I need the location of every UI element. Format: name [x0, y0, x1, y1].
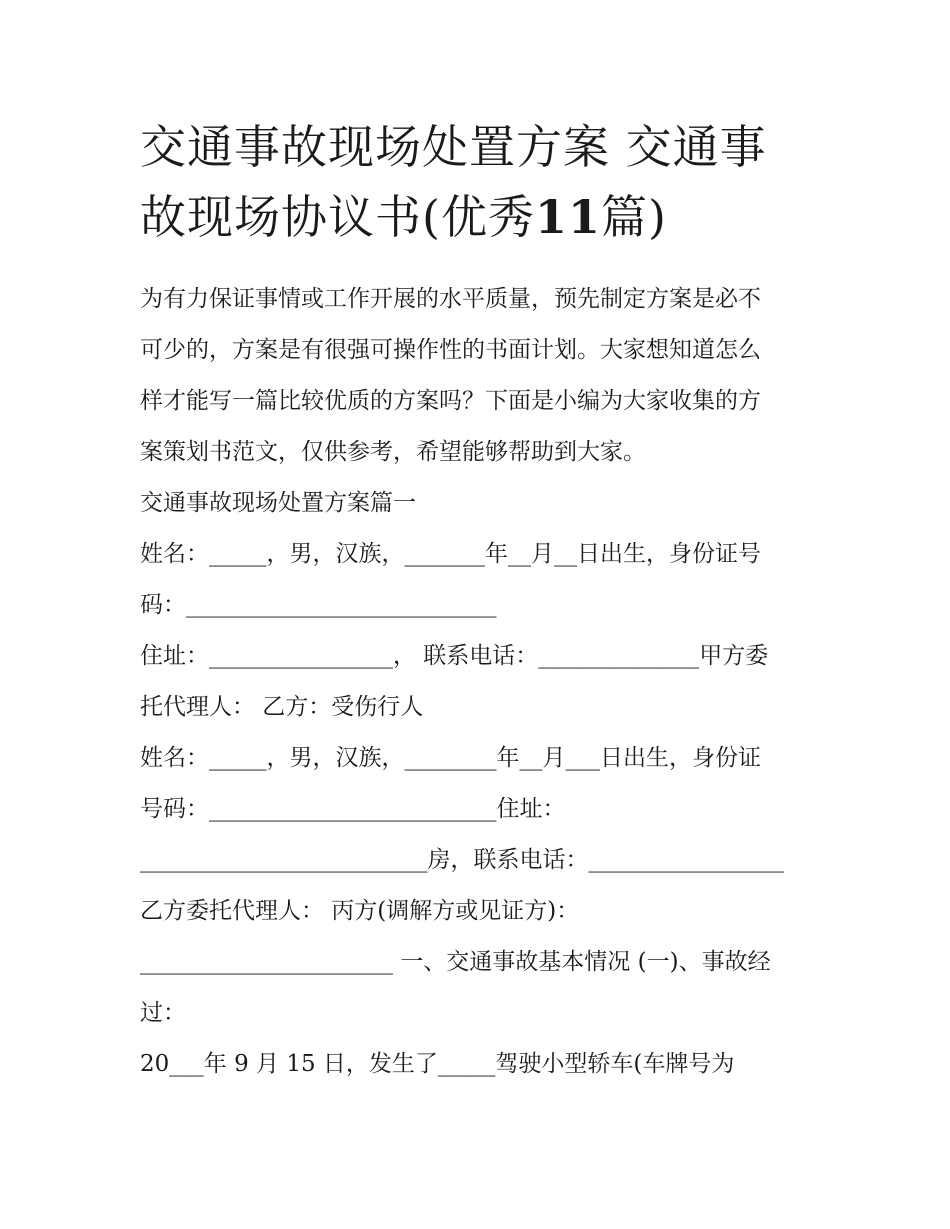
- document-body: [140, 274, 820, 1090]
- body-line: 住址：________________， 联系电话：______________甲方委: [140, 643, 769, 669]
- body-line: 姓名：_____，男，汉族，________年__月___日出生，身份证: [140, 745, 761, 771]
- body-line: 20___年 9 月 15 日，发生了_____驾驶小型轿车(车牌号为: [140, 1051, 735, 1077]
- body-line: 可少的，方案是有很强可操作性的书面计划。大家想知道怎么: [140, 337, 761, 363]
- body-line: 码：___________________________: [140, 592, 497, 618]
- body-line: 为有力保证事情或工作开展的水平质量，预先制定方案是必不: [140, 286, 761, 312]
- body-line: 乙方委托代理人： 丙方(调解方或见证方)：: [140, 898, 580, 924]
- body-line: 案策划书范文，仅供参考，希望能够帮助到大家。: [140, 439, 646, 465]
- document-title: [140, 112, 820, 252]
- body-line: _________________________房，联系电话：_________________: [140, 847, 784, 873]
- body-line: 号码：_________________________住址：: [140, 796, 566, 822]
- body-line: 托代理人： 乙方：受伤行人: [140, 694, 424, 720]
- body-line: 样才能写一篇比较优质的方案吗？下面是小编为大家收集的方: [140, 388, 761, 414]
- title-count: 11: [534, 190, 601, 244]
- body-line: ______________________ 一、交通事故基本情况 (一)、事故经: [140, 949, 771, 975]
- title-line-2-end: 篇): [600, 190, 667, 244]
- section-heading: 交通事故现场处置方案篇一: [140, 490, 416, 516]
- title-line-1: 交通事故现场处置方案 交通事: [140, 120, 767, 174]
- body-line: 姓名：_____，男，汉族，_______年__月__日出生，身份证号: [140, 541, 761, 567]
- title-line-2-start: 故现场协议书(优秀: [140, 190, 535, 244]
- body-line: 过：: [140, 1000, 186, 1026]
